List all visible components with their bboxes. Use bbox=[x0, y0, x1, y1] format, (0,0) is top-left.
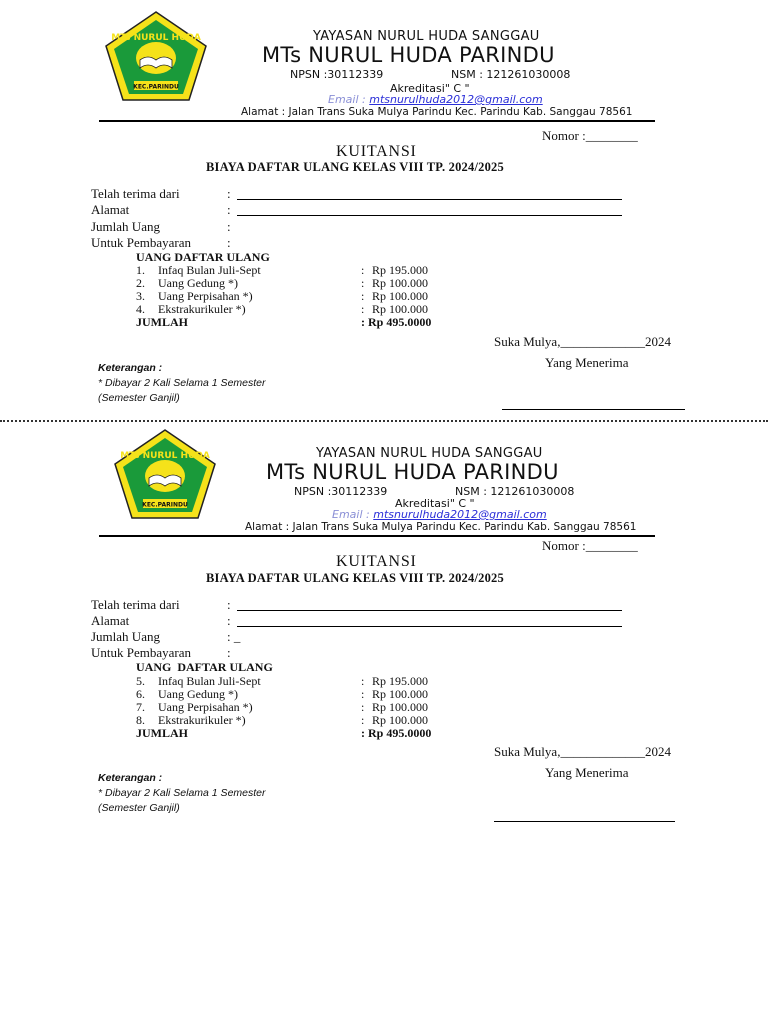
item-no: 7. bbox=[136, 700, 145, 714]
item-amount: Rp 100.000 bbox=[372, 289, 429, 303]
colon: : bbox=[227, 613, 231, 628]
cut-line bbox=[0, 420, 768, 422]
logo-text-bottom: KEC.PARINDU bbox=[133, 83, 179, 91]
item-amount: Rp 100.000 bbox=[372, 700, 429, 714]
item-label: Infaq Bulan Juli-Sept bbox=[158, 674, 261, 688]
item-amount: Rp 100.000 bbox=[372, 276, 429, 290]
label-address: Alamat bbox=[91, 613, 130, 628]
colon: : bbox=[361, 700, 365, 714]
colon: : bbox=[227, 202, 231, 217]
item-no: 5. bbox=[136, 674, 145, 688]
place-date: Suka Mulya,_____________2024 bbox=[494, 334, 671, 349]
receipt-subtitle: BIAYA DAFTAR ULANG KELAS VIII TP. 2024/2025 bbox=[206, 160, 504, 174]
email-label: Email : bbox=[332, 508, 370, 521]
note-title: Keterangan : bbox=[98, 772, 163, 784]
school-logo bbox=[103, 10, 209, 102]
accreditation: Akreditasi" C " bbox=[395, 497, 475, 510]
receipt-number: Nomor :________ bbox=[542, 128, 638, 143]
item-no: 1. bbox=[136, 263, 145, 277]
address: Alamat : Jalan Trans Suka Mulya Parindu Kec. Parindu Kab. Sanggau 78561 bbox=[245, 521, 637, 533]
header-rule bbox=[99, 535, 655, 537]
colon: : bbox=[361, 674, 365, 688]
receiver-label: Yang Menerima bbox=[545, 355, 629, 370]
total-label: JUMLAH bbox=[136, 315, 188, 329]
email-link[interactable]: mtsnurulhuda2012@gmail.com bbox=[373, 508, 547, 521]
note-title: Keterangan : bbox=[98, 362, 163, 374]
header-rule bbox=[99, 120, 655, 122]
receipt-number: Nomor :________ bbox=[542, 538, 638, 553]
label-address: Alamat bbox=[91, 202, 130, 217]
email-line bbox=[332, 508, 547, 521]
item-no: 3. bbox=[136, 289, 145, 303]
address-line bbox=[237, 215, 622, 216]
label-amount: Jumlah Uang bbox=[91, 219, 160, 234]
signature-line bbox=[502, 409, 685, 410]
item-label: Uang Perpisahan *) bbox=[158, 700, 253, 714]
item-label: Infaq Bulan Juli-Sept bbox=[158, 263, 261, 277]
logo-text-top: MTs NURUL HUDA bbox=[111, 33, 201, 43]
item-label: Uang Perpisahan *) bbox=[158, 289, 253, 303]
foundation-name: YAYASAN NURUL HUDA SANGGAU bbox=[316, 446, 543, 461]
email-link[interactable]: mtsnurulhuda2012@gmail.com bbox=[369, 93, 543, 106]
receiver-label: Yang Menerima bbox=[545, 765, 629, 780]
colon: : bbox=[361, 263, 365, 277]
note-line-1: * Dibayar 2 Kali Selama 1 Semester bbox=[98, 377, 266, 389]
foundation-name: YAYASAN NURUL HUDA SANGGAU bbox=[313, 29, 540, 44]
item-no: 2. bbox=[136, 276, 145, 290]
school-name: MTs NURUL HUDA PARINDU bbox=[266, 460, 559, 484]
item-no: 4. bbox=[136, 302, 145, 316]
item-label: Uang Gedung *) bbox=[158, 276, 238, 290]
colon: : bbox=[227, 219, 231, 234]
note-line-2: (Semester Ganjil) bbox=[98, 802, 180, 814]
colon: : bbox=[361, 276, 365, 290]
nsm: NSM : 121261030008 bbox=[455, 485, 575, 498]
received-from-line bbox=[237, 610, 622, 611]
colon: : bbox=[227, 186, 231, 201]
label-received-from: Telah terima dari bbox=[91, 597, 180, 612]
total-label: JUMLAH bbox=[136, 726, 188, 740]
received-from-line bbox=[237, 199, 622, 200]
colon: : bbox=[227, 597, 231, 612]
school-logo bbox=[108, 428, 222, 520]
logo-text-bottom: KEC.PARINDU bbox=[142, 501, 188, 509]
colon: : bbox=[361, 302, 365, 316]
item-no: 6. bbox=[136, 687, 145, 701]
email-label: Email : bbox=[328, 93, 366, 106]
email-line bbox=[328, 93, 543, 106]
section-title: UANG DAFTAR ULANG bbox=[136, 250, 270, 264]
nsm: NSM : 121261030008 bbox=[451, 68, 571, 81]
item-amount: Rp 100.000 bbox=[372, 302, 429, 316]
receipt-title: KUITANSI bbox=[336, 143, 417, 160]
colon: : bbox=[361, 713, 365, 727]
logo-text-top: MTs NURUL HUDA bbox=[120, 451, 210, 461]
receipt-subtitle: BIAYA DAFTAR ULANG KELAS VIII TP. 2024/2025 bbox=[206, 571, 504, 585]
address-line bbox=[237, 626, 622, 627]
label-for-payment: Untuk Pembayaran bbox=[91, 235, 192, 250]
item-label: Uang Gedung *) bbox=[158, 687, 238, 701]
signature-line bbox=[494, 821, 675, 822]
accreditation: Akreditasi" C " bbox=[390, 82, 470, 95]
label-amount: Jumlah Uang bbox=[91, 629, 160, 644]
place-date: Suka Mulya,_____________2024 bbox=[494, 744, 671, 759]
receipt-title: KUITANSI bbox=[336, 553, 417, 570]
item-amount: Rp 100.000 bbox=[372, 713, 429, 727]
item-label: Ekstrakurikuler *) bbox=[158, 302, 246, 316]
school-name: MTs NURUL HUDA PARINDU bbox=[262, 43, 555, 67]
colon: : bbox=[361, 289, 365, 303]
total-amount: : Rp 495.0000 bbox=[361, 315, 432, 329]
label-for-payment: Untuk Pembayaran bbox=[91, 645, 192, 660]
note-line-2: (Semester Ganjil) bbox=[98, 392, 180, 404]
colon: : bbox=[227, 235, 231, 250]
item-label: Ekstrakurikuler *) bbox=[158, 713, 246, 727]
total-amount: : Rp 495.0000 bbox=[361, 726, 432, 740]
amount-colon: : _ bbox=[227, 629, 241, 644]
colon: : bbox=[361, 687, 365, 701]
item-no: 8. bbox=[136, 713, 145, 727]
section-title: UANG DAFTAR ULANG bbox=[136, 660, 273, 674]
address: Alamat : Jalan Trans Suka Mulya Parindu Kec. Parindu Kab. Sanggau 78561 bbox=[241, 106, 633, 118]
label-received-from: Telah terima dari bbox=[91, 186, 180, 201]
item-amount: Rp 195.000 bbox=[372, 674, 429, 688]
colon: : bbox=[227, 645, 231, 660]
note-line-1: * Dibayar 2 Kali Selama 1 Semester bbox=[98, 787, 266, 799]
npsn: NPSN :30112339 bbox=[294, 485, 388, 498]
item-amount: Rp 195.000 bbox=[372, 263, 429, 277]
npsn: NPSN :30112339 bbox=[290, 68, 384, 81]
item-amount: Rp 100.000 bbox=[372, 687, 429, 701]
